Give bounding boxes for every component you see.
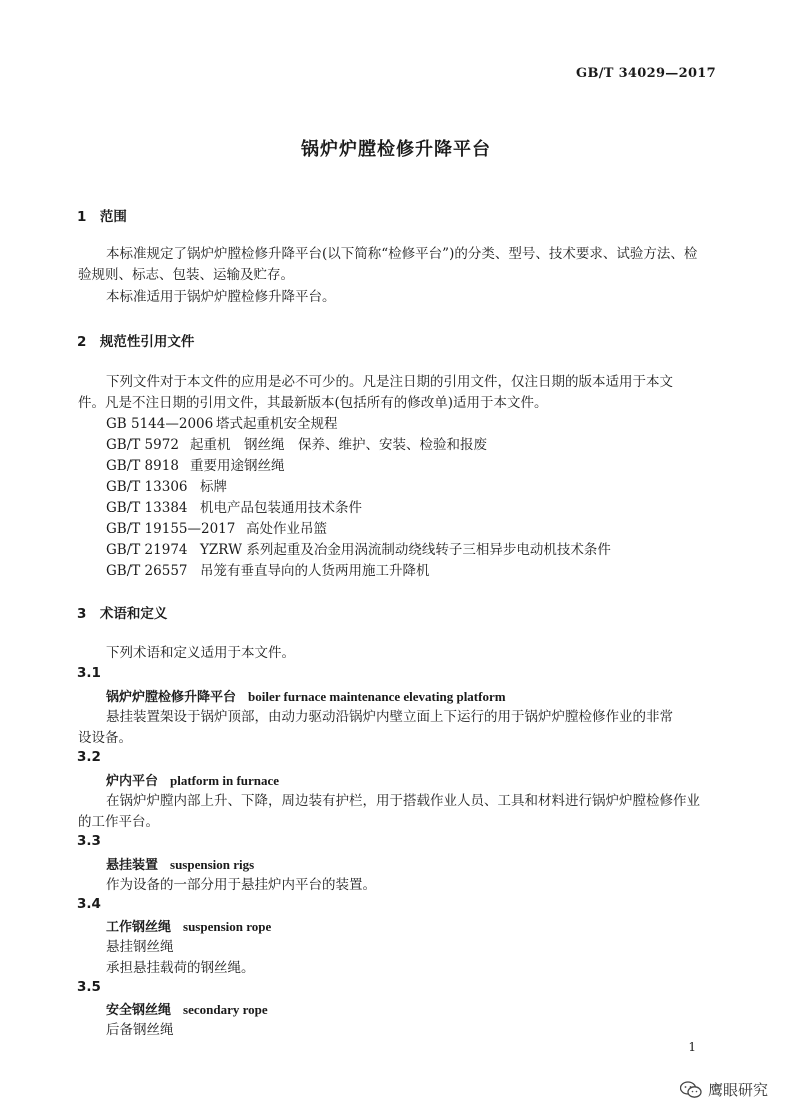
term-definition: 作为设备的一部分用于悬挂炉内平台的装置。 bbox=[106, 877, 376, 893]
term-zh: 安全钢丝绳 bbox=[106, 1003, 172, 1018]
standard-number: GB/T 34029—2017 bbox=[576, 66, 716, 81]
reference-item bbox=[106, 435, 487, 456]
reference-title: 重要用途钢丝绳 bbox=[190, 458, 285, 474]
reference-title: 标牌 bbox=[200, 479, 227, 495]
section-3-intro: 下列术语和定义适用于本文件。 bbox=[106, 645, 295, 661]
term-zh: 锅炉炉膛检修升降平台 bbox=[106, 690, 237, 705]
term-alternate: 悬挂钢丝绳 bbox=[106, 939, 174, 955]
document-title: 锅炉炉膛检修升降平台 bbox=[301, 139, 491, 160]
term-definition-cont: 的工作平台。 bbox=[78, 814, 159, 830]
reference-code: GB/T 5972 bbox=[106, 437, 179, 453]
term-zh: 工作钢丝绳 bbox=[106, 920, 172, 935]
reference-code: GB/T 26557 bbox=[106, 563, 188, 579]
term-zh: 炉内平台 bbox=[106, 774, 159, 789]
reference-item bbox=[106, 498, 362, 519]
reference-item bbox=[106, 477, 227, 498]
term-en: suspension rigs bbox=[170, 857, 255, 872]
reference-code: GB/T 13306 bbox=[106, 479, 188, 495]
watermark-text: 鹰眼研究 bbox=[707, 1081, 768, 1099]
reference-code: GB 5144—2006 bbox=[106, 416, 214, 432]
term-definition: 悬挂装置架设于锅炉顶部，由动力驱动沿锅炉内壁立面上下运行的用于锅炉炉膛检修作业的非常 bbox=[106, 709, 673, 725]
reference-item bbox=[106, 414, 338, 435]
section-1-para-2: 本标准适用于锅炉炉膛检修升降平台。 bbox=[106, 289, 336, 305]
reference-title: 吊笼有垂直导向的人货两用施工升降机 bbox=[200, 563, 430, 579]
reference-item bbox=[106, 456, 285, 477]
reference-code: GB/T 8918 bbox=[106, 458, 179, 474]
reference-code: GB/T 21974 bbox=[106, 542, 188, 558]
page-number: 1 bbox=[688, 1040, 696, 1054]
term-zh: 悬挂装置 bbox=[106, 858, 159, 873]
term-heading bbox=[106, 916, 271, 935]
term-number: 3.4 bbox=[77, 896, 101, 912]
term-number: 3.5 bbox=[77, 979, 101, 995]
term-definition: 承担悬挂载荷的钢丝绳。 bbox=[106, 960, 255, 976]
watermark bbox=[680, 1079, 768, 1100]
reference-item bbox=[106, 540, 611, 561]
reference-item bbox=[106, 561, 430, 582]
term-number: 3.2 bbox=[77, 749, 101, 765]
term-definition-cont: 设设备。 bbox=[78, 730, 132, 746]
term-heading bbox=[106, 999, 268, 1018]
section-1-para-1a: 本标准规定了锅炉炉膛检修升降平台(以下简称“检修平台”)的分类、型号、技术要求、试验方法、检 bbox=[106, 246, 698, 262]
reference-title: 起重机 钢丝绳 保养、维护、安装、检验和报废 bbox=[190, 437, 487, 453]
section-3-heading: 3 术语和定义 bbox=[77, 606, 168, 622]
reference-title: 机电产品包装通用技术条件 bbox=[200, 500, 362, 516]
section-2-para-1b: 件。凡是不注日期的引用文件，其最新版本(包括所有的修改单)适用于本文件。 bbox=[78, 395, 548, 411]
reference-title: 塔式起重机安全规程 bbox=[216, 416, 338, 432]
term-definition: 在锅炉炉膛内部上升、下降，周边装有护栏，用于搭载作业人员、工具和材料进行锅炉炉膛检修作业 bbox=[106, 793, 700, 809]
term-en: boiler furnace maintenance elevating platform bbox=[248, 689, 506, 704]
reference-item bbox=[106, 519, 327, 540]
term-en: suspension rope bbox=[183, 919, 272, 934]
term-heading bbox=[106, 770, 279, 789]
reference-code: GB/T 19155—2017 bbox=[106, 521, 236, 537]
term-en: secondary rope bbox=[183, 1002, 268, 1017]
section-1-para-1b: 验规则、标志、包装、运输及贮存。 bbox=[78, 267, 294, 283]
term-heading bbox=[106, 854, 254, 873]
term-alternate: 后备钢丝绳 bbox=[106, 1022, 174, 1038]
reference-code: GB/T 13384 bbox=[106, 500, 188, 516]
wechat-icon bbox=[680, 1081, 702, 1099]
section-2-heading: 2 规范性引用文件 bbox=[77, 334, 195, 350]
term-number: 3.3 bbox=[77, 833, 101, 849]
reference-title: YZRW 系列起重及冶金用涡流制动绕线转子三相异步电动机技术条件 bbox=[200, 542, 611, 558]
term-heading bbox=[106, 686, 506, 705]
section-1-heading: 1 范围 bbox=[77, 209, 127, 225]
term-number: 3.1 bbox=[77, 665, 101, 681]
section-2-para-1a: 下列文件对于本文件的应用是必不可少的。凡是注日期的引用文件，仅注日期的版本适用于本文 bbox=[106, 374, 673, 390]
reference-title: 高处作业吊篮 bbox=[246, 521, 327, 537]
term-en: platform in furnace bbox=[170, 773, 280, 788]
